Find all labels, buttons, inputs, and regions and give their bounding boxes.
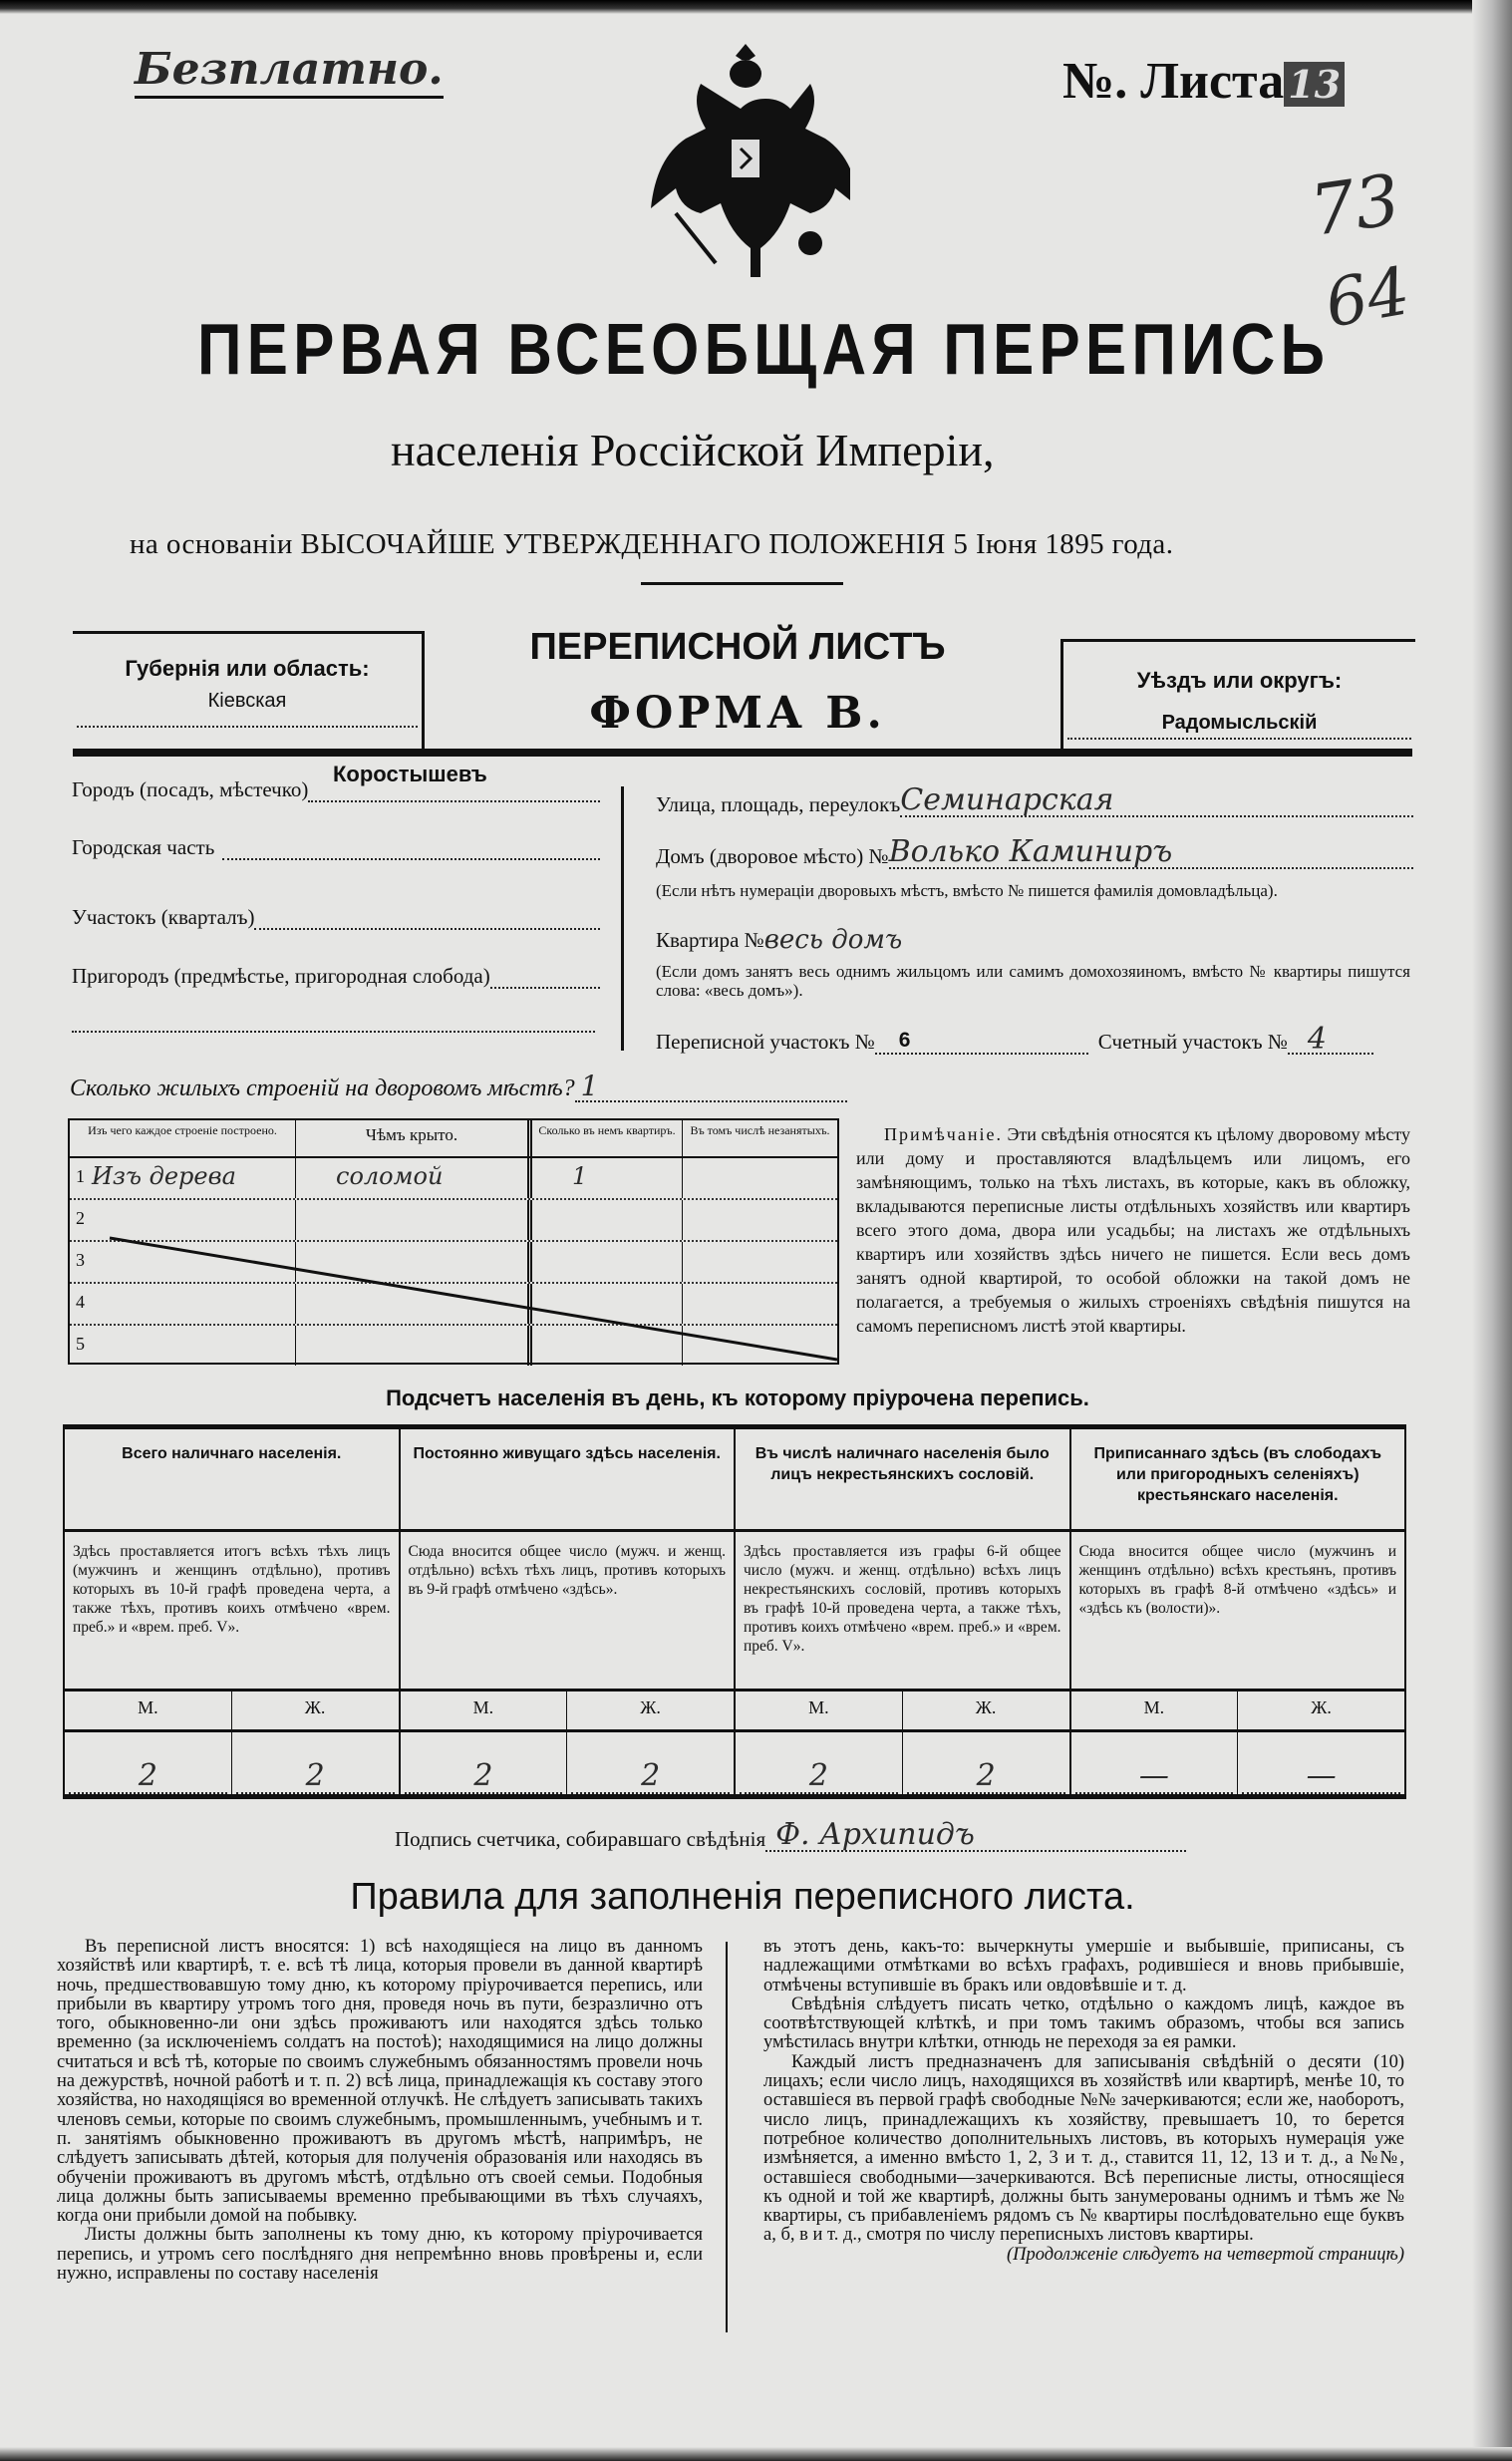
town-input[interactable] [308,800,600,802]
street-label: Улица, площадь, переулокъ [656,792,901,816]
census-section-label: Переписной участокъ № [656,1030,875,1054]
signature-label: Подпись счетчика, собиравшаго свѣдѣнія [395,1827,766,1851]
female-count[interactable]: 2 [571,1760,730,1794]
town-label: Городъ (посадъ, мѣстечко) [72,777,309,801]
precinct-input[interactable] [254,928,600,930]
rules-left-column [57,1938,703,2284]
population-column [736,1429,1071,1794]
population-column [1071,1429,1405,1794]
population-values [736,1692,1069,1794]
sheet-title: ПЕРЕПИСНОЙ ЛИСТЪ [529,626,946,668]
female-label: Ж. [232,1692,399,1732]
cell-value: соломой [336,1162,444,1190]
page-subtitle: населенія Россійской Имперіи, [391,425,995,475]
population-values [65,1692,399,1794]
female-count[interactable]: 2 [907,1760,1065,1794]
apartment-field [656,927,902,953]
sheet-number-label: №. Листа [1062,53,1285,110]
population-column-description: Сюда вносится общее число (мужчинъ и женщинъ отдѣльно) всѣхъ крестьянъ, противъ которыхъ въ графѣ 8-й отмѣчено «здѣсь» и «здѣсь къ (волости)». [1071,1532,1405,1692]
street-value[interactable]: Семинарская [900,785,1413,817]
population-column [401,1429,737,1794]
male-label: М. [401,1692,567,1732]
buildings-question-field [70,1070,847,1102]
scan-edge-bottom [0,2447,1512,2461]
note-title: Примѣчаніе. [884,1124,1003,1144]
population-column-description: Сюда вносится общее число (мужч. и женщ. отдѣльно) всѣхъ тѣхъ лицъ, противъ которыхъ въ 9-й графѣ отмѣчено «здѣсь». [401,1532,735,1692]
buildings-question: Сколько жилыхъ строеній на дворовомъ мѣстѣ? [70,1076,575,1101]
male-label: М. [736,1692,902,1732]
female-cell [903,1692,1069,1794]
thick-divider [73,749,1412,757]
male-count[interactable]: 2 [405,1760,563,1794]
column-divider [726,1942,728,2332]
sheet-number [1062,52,1345,111]
row-number: 3 [76,1250,85,1270]
female-cell [232,1692,399,1794]
house-note: (Если нѣтъ нумераціи дворовыхъ мѣстъ, вмѣсто № пишется фамилія домовладѣльца). [656,881,1278,900]
town-part-field [72,835,600,860]
male-count[interactable]: — [1075,1760,1234,1794]
district-box [1060,639,1415,752]
street-field [656,782,1413,817]
female-cell [1238,1692,1404,1794]
male-count[interactable]: 2 [69,1760,227,1794]
suburb-field [72,964,600,989]
district-label: Уѣздъ или округъ: [1136,668,1343,693]
vertical-divider [621,786,624,1051]
male-label: М. [1071,1692,1238,1732]
female-label: Ж. [903,1692,1069,1732]
archive-number-1: 73 [1305,158,1405,252]
male-cell [1071,1692,1239,1794]
column-header-material: Изъ чего каждое строеніе построено. [70,1120,296,1156]
population-column-header: Постоянно живущаго здѣсь населенія. [401,1429,735,1532]
census-section-value[interactable]: 6 [875,1029,1088,1055]
rules-paragraph: Въ переписной листъ вносятся: 1) всѣ находящіеся на лицо въ данномъ хозяйствѣ или квартирѣ, т. е. всѣ тѣ лица, которыя провели въ данной квартирѣ ночь, предшествовавшую тому дню, къ которому пріурочивается перепись, или прибыли въ квартиру утромъ того дня, проведя ночь въ пути, безразлично отъ того, обыкновенно-ли они здѣсь проживаютъ или находятся здѣсь только временно (за исключеніемъ солдатъ на постоѣ); находящимися на лицо должны считаться и всѣ тѣ, которые по своимъ служебнымъ обязанностямъ провели ночь на дежурствѣ, ночной работѣ и т. п. 2) всѣ лица, принадлежащія къ составу этого хозяйства, но находящіяся во временной отлучкѣ. Не слѣдуетъ записывать такихъ членовъ семьи, которые по своимъ служебнымъ, промышленнымъ, учебнымъ и т. п. занятіямъ обыкновенно проживаютъ въ другомъ мѣстѣ, напримѣръ, не слѣдуетъ записывать дѣтей, которыя для полученія образованія или находясь въ обученіи проживаютъ въ другомъ мѣстѣ, отдѣльно отъ своей семьи. Подобныя лица должны быть записываемы временно пребывающими въ тѣхъ случаяхъ, когда они прибыли домой на побывку. [57,1937,703,2227]
free-label: Безплатно. [135,44,444,99]
buildings-note [856,1122,1410,1338]
buildings-table [68,1118,839,1365]
imperial-eagle-emblem [641,44,850,277]
province-box [73,631,425,752]
column-header-apartments: Сколько въ немъ квартиръ. [532,1120,683,1156]
population-values [401,1692,735,1794]
house-field [656,834,1413,869]
suburb-input[interactable] [490,987,600,989]
scan-edge-top [0,0,1512,14]
archive-number-2: 64 [1319,252,1416,343]
female-cell [567,1692,734,1794]
precinct-field [72,905,600,930]
population-column-header: Въ числѣ наличнаго населенія было лицъ некрестьянскихъ сословій. [736,1429,1069,1532]
town-part-input[interactable] [222,858,600,860]
legal-basis: на основаніи ВЫСОЧАЙШЕ УТВЕРЖДЕННАГО ПОЛОЖЕНІЯ 5 Іюня 1895 года. [130,528,1174,560]
row-number: 1 [76,1166,85,1186]
population-column-header: Приписаннаго здѣсь (въ слободахъ или пригородныхъ селеніяхъ) крестьянскаго населенія. [1071,1429,1405,1532]
male-label: М. [65,1692,231,1732]
precinct-label: Участокъ (кварталъ) [72,905,255,929]
cell-value: 1 [572,1162,588,1190]
column-header-roof: Чѣмъ крыто. [296,1120,532,1156]
female-label: Ж. [1238,1692,1404,1732]
rules-right-column [763,1938,1404,2265]
town-field [72,777,600,802]
row-number: 5 [76,1334,85,1354]
row-number: 2 [76,1208,85,1228]
rules-continued-note: (Продолженіе слѣдуетъ на четвертой страницѣ) [1006,2244,1404,2265]
house-value[interactable]: Волько Каминиръ [889,837,1413,869]
male-count[interactable]: 2 [740,1760,898,1794]
cell-value: Изъ дерева [92,1162,236,1190]
signature-value[interactable]: Ф. Архипидъ [765,1820,1186,1852]
population-column-header: Всего наличнаго населенія. [65,1429,399,1532]
male-cell [65,1692,232,1794]
apartment-note: (Если домъ занятъ весь однимъ жильцомъ или самимъ домохозяиномъ, вмѣсто № квартиры пишутся слова: «весь домъ»). [656,962,1410,1000]
count-section-label: Счетный участокъ № [1097,1030,1288,1054]
column-header-vacant: Въ томъ числѣ незанятыхъ. [690,1123,830,1137]
form-name: ФОРМА В. [589,688,886,739]
district-dotted-line [1067,738,1411,740]
rules-paragraph: Листы должны быть заполнены къ тому дню, къ которому пріурочивается перепись, и утромъ сего послѣдняго дня непремѣнно вновь провѣрены и, если нужно, исправлены по составу населенія [57,2225,703,2285]
count-section-value[interactable]: 4 [1288,1027,1373,1055]
male-cell [736,1692,903,1794]
district-value[interactable]: Радомысльскій [1161,712,1318,734]
population-column [65,1429,401,1794]
note-text: Эти свѣдѣнія относятся къ цѣлому дворовому мѣсту или дому и проставляются владѣльцемъ или лицомъ, его замѣняющимъ, только на тѣхъ листахъ, въ которые, какъ въ обложку, вкладываются переписные листы отдѣльныхъ хозяйствъ или квартиръ всего этого дома, двора или усадьбы; на листахъ же отдѣльныхъ квартиръ или хозяйствъ здѣсь ничего не пишется. Если весь домъ занятъ одной квартирой, то особой обложки на такой домъ не полагается, а требуемыя о жилыхъ строеніяхъ свѣдѣнія пишутся на самомъ переписномъ листѣ этой квартиры. [856,1124,1410,1336]
house-label: Домъ (дворовое мѣсто) № [656,844,889,868]
section-fields [656,1022,1373,1057]
strike-through-line [70,1120,837,1363]
page-title: ПЕРВАЯ ВСЕОБЩАЯ ПЕРЕПИСЬ [197,310,1331,390]
population-values [1071,1692,1405,1794]
female-count[interactable]: — [1242,1760,1400,1794]
female-label: Ж. [567,1692,734,1732]
row-number: 4 [76,1292,85,1312]
signature-field [395,1817,1186,1852]
scan-edge-right [1472,0,1512,2461]
divider [641,582,843,585]
population-column-description: Здѣсь проставляется итогъ всѣхъ тѣхъ лицъ (мужчинъ и женщинъ отдѣльно), противъ которыхъ въ 10-й графѣ проведена черта, а также тѣхъ, противъ коихъ отмѣчено «врем. преб.» и «врем. преб. V». [65,1532,399,1692]
apartment-label: Квартира № [656,928,764,952]
province-dotted-line [77,726,418,728]
population-table [63,1424,1406,1799]
population-column-description: Здѣсь проставляется изъ графы 6-й общее число (мужч. и женщ. отдѣльно) всѣхъ лицъ некрестьянскихъ сословій, противъ которыхъ въ графѣ 10-й проведена черта, а также тѣхъ, противъ коихъ отмѣчено «врем. преб.» и «врем. преб. V». [736,1532,1069,1692]
rules-paragraph: въ этотъ день, какъ-то: вычеркнуты умершіе и выбывшіе, приписаны, съ надлежащими отмѣтками во всѣхъ графахъ, родившіеся и вновь прибывшіе, отмѣчены вступившіе въ бракъ или овдовѣвшіе и т. д. [763,1937,1404,1996]
rules-paragraph: Каждый листъ предназначенъ для записыванія свѣдѣній о десяти (10) лицахъ; если число лицъ, находящихся въ хозяйствѣ или квартирѣ, менѣе 10, то оставшіеся въ первой графѣ свободные №№ зачеркиваются; если же, наоборотъ, число лицъ, принадлежащихъ къ хозяйству, превышаетъ 10, то берется потребное количество дополнительныхъ листовъ, въ которыхъ нумерація уже измѣняется, а именно вмѣсто 1, 2, 3 и т. д., ставится 11, 12, 13 и т. д., а №№, оставшіеся свободными—зачеркиваются. Всѣ переписные листы, относящіеся къ одной и той же квартирѣ, должны быть занумерованы однимъ и тѣмъ же № квартиры, съ прибавленіемъ рядомъ съ № квартиры послѣдовательно еще буквъ а, б, в и т. д., смотря по числу переписныхъ листовъ квартиры. [763,2051,1404,2246]
male-cell [401,1692,568,1794]
town-part-label: Городская часть [72,835,215,859]
suburb-label: Пригородъ (предмѣстье, пригородная слобода) [72,964,490,988]
female-count[interactable]: 2 [236,1760,395,1794]
rules-title: Правила для заполненія переписного листа. [350,1876,1135,1918]
buildings-answer[interactable]: 1 [575,1073,847,1102]
apartment-value[interactable]: весь домъ [763,925,903,955]
sheet-number-value: 13 [1284,62,1345,107]
province-value[interactable]: Кіевская [207,690,287,712]
province-label: Губернія или область: [125,656,370,681]
rules-paragraph: Свѣдѣнія слѣдуетъ писать четко, отдѣльно о каждомъ лицѣ, каждое въ соотвѣтствующей клѣткѣ, и при томъ такимъ образомъ, чтобы вся запись умѣстилась внутри клѣтки, отнюдь не переходя за ея рамки. [763,1994,1404,2053]
suburb-input-line-2[interactable] [72,1031,595,1033]
town-value[interactable]: Коростышевъ [333,762,487,786]
population-title: Подсчетъ населенія въ день, къ которому пріурочена перепись. [386,1385,1089,1410]
